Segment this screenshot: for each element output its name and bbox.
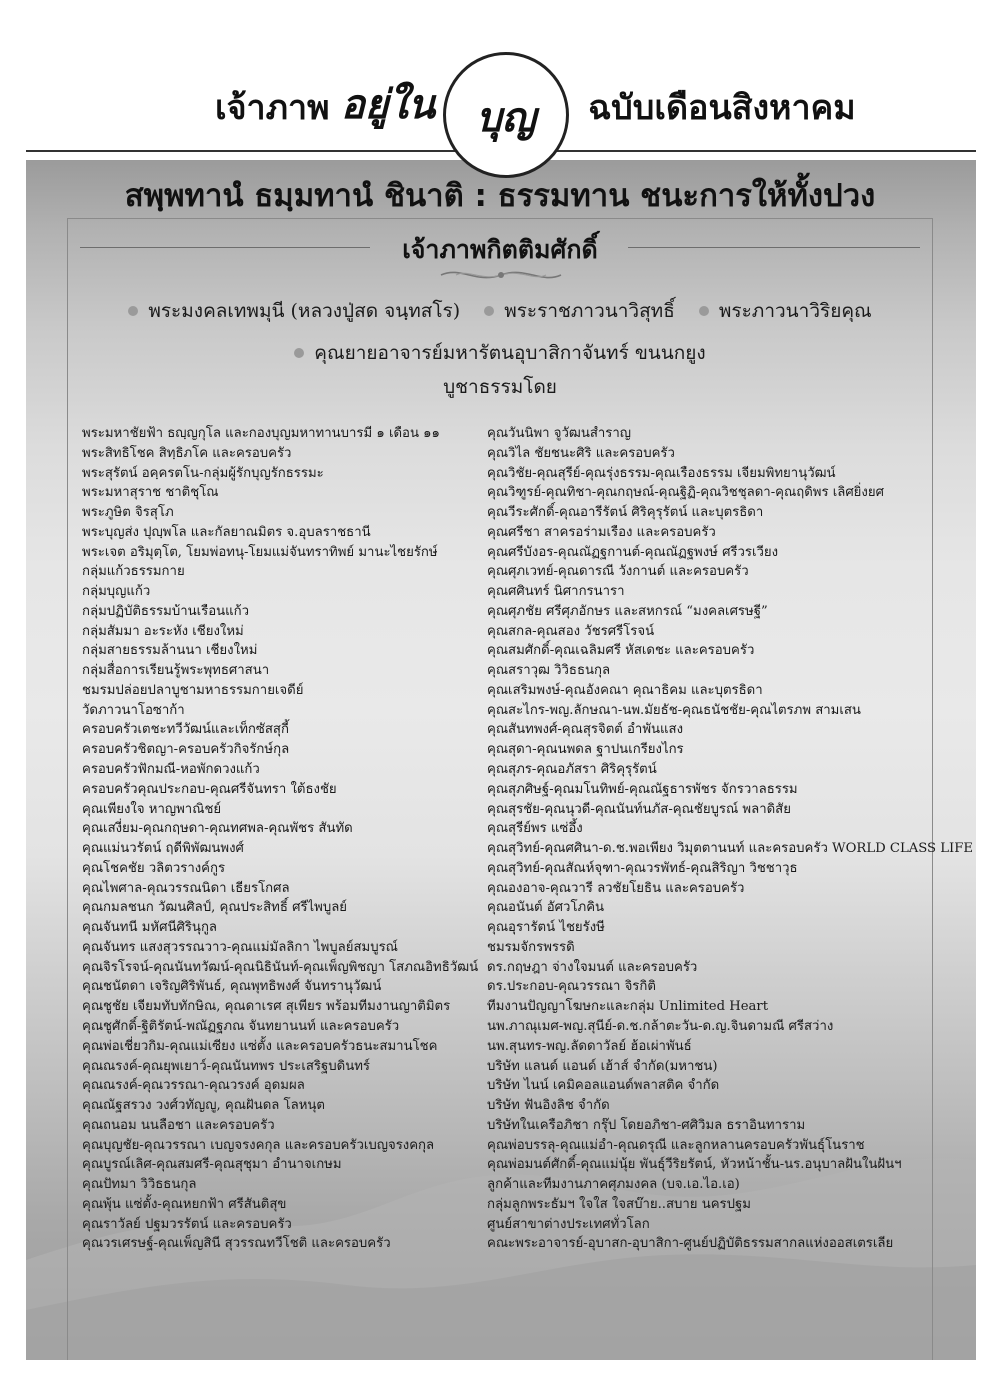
donor-item: คุณโชคชัย วลิตวรางค์กูร (82, 860, 226, 876)
donor-item: กลุ่มบุญแก้ว (82, 584, 151, 600)
donor-item: คุณสุวิทย์-คุณสัณห์จุฑา-คุณวรพัทธ์-คุณสิริญา วิชชาวุธ (487, 860, 798, 876)
donor-item: คุณวิชัย-คุณสุรีย์-คุณรุ่งธรรม-คุณเรืองธรรม เจียมพิทยานุวัฒน์ (487, 465, 836, 481)
bullet-icon (128, 306, 138, 316)
donor-item: พระมหาสุราช ชาติชุโณ (82, 485, 219, 501)
donor-item: ชมรมจักรพรรดิ (487, 939, 575, 955)
donor-item: คุณจันทนี มหัศนีศิรินุกูล (82, 920, 218, 936)
donor-item: ครอบครัวเตชะทวีวัฒน์และเท็กซัสสุกี้ (82, 722, 289, 738)
donor-item: พระมหาชัยฟ้า ธญฺญกุโล และกองบุญมหาทานบารมี ๑ เดือน ๑๑ (82, 426, 440, 441)
honorary-name: พระภาวนาวิริยคุณ (718, 300, 872, 322)
donor-item: คุณสราวุฒ วิวิธธนกุล (487, 663, 611, 679)
donor-item: วัดภาวนาโอซาก้า (82, 702, 185, 718)
donor-item: คุณศุภชัย ศรีศุภอักษร และสหกรณ์ “มงคลเศรษฐี” (487, 603, 768, 619)
honorary-row-1 (0, 296, 1000, 326)
donor-item: คุณเพียงใจ หาญพาณิชย์ (82, 801, 222, 817)
donor-item: คุณณัฐสรวง วงศ์วทัญญู, คุณฝันดล โลหนุต (82, 1098, 325, 1114)
donor-list-left (82, 424, 482, 1254)
donor-item: ครอบครัวคุณประกอบ-คุณศรีจันทรา ใต้ธงชัย (82, 781, 337, 797)
donor-item: บริษัท แลนด์ แอนด์ เฮ้าส์ จำกัด(มหาชน) (487, 1058, 718, 1074)
donor-item: ดร.ประกอบ-คุณวรรณา จิรกิติ (487, 979, 656, 995)
donor-item: คุณชูศักดิ์-ฐิติรัตน์-พณัฏฐภณ จันทยานนท์ และครอบครัว (82, 1018, 400, 1034)
donor-item: พระสิทธิโชค สิทฺธิภโค และครอบครัว (82, 445, 292, 461)
section-title: เจ้าภาพกิตติมศักดิ์ (402, 235, 598, 264)
donor-item: ลูกค้าและทีมงานภาคศุภมงคล (บจ.เอ.ไอ.เอ) (487, 1177, 740, 1193)
donor-item: กลุ่มลูกพระธัมฯ ใจใส ใจสบ๊าย..สบาย นครปฐม (487, 1196, 751, 1212)
donor-item: ทีมงานปัญญาโฆษกะและกลุ่ม Unlimited Heart (487, 999, 769, 1015)
donor-item: ชมรมปล่อยปลาบูชามหาธรรมกายเจดีย์ (82, 682, 304, 698)
donor-item: บริษัทในเครือภิชา กรุ๊ป โดยอภิชา-ศศิวิมล ธราอินทาราม (487, 1117, 806, 1133)
header-suffix: ฉบับเดือนสิงหาคม (588, 88, 856, 128)
donor-item: คุณสุดา-คุณนพดล ฐาปนเกรียงไกร (487, 742, 684, 758)
donor-list-right (487, 424, 973, 1254)
logo-circle-text: บุญ (476, 94, 536, 141)
donor-item: คุณวีระศักดิ์-คุณอารีรัตน์ ศิริคุรุรัตน์ และบุตรธิดา (487, 505, 764, 521)
donor-item: พระบุญส่ง ปุญฺพโล และกัลยาณมิตร จ.อุบลราชธานี (82, 524, 371, 540)
donor-item: พระภูษิต จิรสุโภ (82, 505, 174, 521)
donor-item: คุณราวัลย์ ปฐมวรรัตน์ และครอบครัว (82, 1216, 292, 1232)
donor-item: กลุ่มสัมมา อะระหัง เชียงใหม่ (82, 623, 244, 639)
bullet-icon (484, 306, 494, 316)
donor-item: คุณศุภเวทย์-คุณดารณี วังกานต์ และครอบครัว (487, 564, 749, 580)
donor-item: ดร.กฤษฎา จ่างใจมนต์ และครอบครัว (487, 959, 698, 975)
header-prefix: เจ้าภาพ (215, 88, 330, 128)
donor-item: คุณปัทมา วิวิธธนกุล (82, 1177, 197, 1193)
donor-item: นพ.สุนทร-พญ.ลัดดาวัลย์ ฮ้อเผ่าพันธ์ (487, 1038, 692, 1054)
logo-script (328, 66, 448, 136)
donor-item: คุณจิรโรจน์-คุณนันทวัฒน์-คุณนิธินันท์-คุณเพ็ญพิชญา โสภณอิทธิวัฒน์ (82, 959, 479, 975)
donor-item: กลุ่มปฏิบัติธรรมบ้านเรือนแก้ว (82, 603, 250, 619)
donor-item: คุณบุญชัย-คุณวรรณา เบญจรงคกุล และครอบครัวเบญจรงคกุล (82, 1137, 435, 1153)
donor-item: คุณถนอม นนลือชา และครอบครัว (82, 1117, 275, 1133)
donor-item: คุณพ่อมนต์ศักดิ์-คุณแม่นุ้ย พันธุ์วีริยรัตน์, หัวหน้าชั้น-นร.อนุบาลฝันในฝันฯ (487, 1157, 902, 1173)
donor-item: คุณชูชัย เจียมทับทักษิณ, คุณดาเรศ สุเพียร พร้อมทีมงานญาติมิตร (82, 999, 451, 1015)
donor-item: คุณสกล-คุณสอง วัชรศรีโรจน์ (487, 623, 655, 639)
donor-item: นพ.ภาณุเมศ-พญ.สุนีย์-ด.ช.กล้าตะวัน-ด.ญ.จินดามณี ศรีสว่าง (487, 1018, 834, 1034)
logo-circle-mark (446, 55, 566, 175)
donor-item: คุณวิไล ชัยชนะศิริ และครอบครัว (487, 445, 675, 461)
donor-item: พระเจต อริมุตฺโต, โยมพ่อทนุ-โยมแม่จันทราทิพย์ มานะไชยรักษ์ (82, 544, 438, 560)
donor-item: คุณณรงค์-คุณวรรณา-คุณวรงค์ อุดมผล (82, 1078, 305, 1094)
dedication-label: บูชาธรรมโดย (443, 376, 557, 398)
donor-item: กลุ่มสายธรรมล้านนา เชียงใหม่ (82, 643, 258, 659)
donor-item: คุณศศินทร์ นิศากรนารา (487, 584, 625, 600)
donor-item: คุณชนัตดา เจริญศิริพันธ์, คุณพุทธิพงศ์ จันทรานุวัฒน์ (82, 979, 382, 995)
donor-item: คุณสุภศิษฐ์-คุณมโนทิพย์-คุณณัฐธารพัชร จักรวาลธรรม (487, 781, 798, 797)
donor-item: คุณสันทพงศ์-คุณสุรจิตต์ อำพันแสง (487, 722, 684, 738)
donor-item: คุณองอาจ-คุณวารี ลวชัยโยธิน และครอบครัว (487, 880, 745, 896)
honorary-name: พระมงคลเทพมุนี (หลวงปู่สด จนฺทสโร) (148, 300, 461, 322)
donor-item: คุณสะไกร-พญ.ลักษณา-นพ.มัยธัช-คุณธนัชชัย-คุณไตรภพ สามเสน (487, 702, 861, 718)
donor-item: คุณวิฑูรย์-คุณทิชา-คุณกฤษณ์-คุณฐิฏิ-คุณวิชชุลดา-คุณฤดิพร เลิศยิ่งยศ (487, 485, 884, 501)
donor-item: ศูนย์สาขาต่างประเทศทั่วโลก (487, 1216, 650, 1232)
logo-script-text: อยู่ใน (340, 81, 436, 128)
donor-item: ครอบครัวฟักมณี-หอพักดวงแก้ว (82, 762, 260, 778)
donor-item: คุณพ่อเชี่ยวกิม-คุณแม่เซียง แซ่ตั้ง และครอบครัวธนะสมานโชค (82, 1038, 438, 1054)
donor-item: คุณกมลชนก วัฒนศิลป์, คุณประสิทธิ์ ศรีไพบูลย์ (82, 900, 348, 916)
honorary-row-2 (0, 338, 1000, 368)
logo-circle (443, 52, 569, 178)
donor-item: คุณสุวิทย์-คุณศศินา-ด.ช.พอเพียง วิมุตตานนท์ และครอบครัว WORLD CLASS LIFE (487, 841, 973, 857)
ornament-icon (436, 264, 566, 286)
donor-item: คุณไพศาล-คุณวรรณนิดา เธียรโกศล (82, 880, 290, 896)
donor-item: คุณสุรีย์พร แซ่อึ้ง (487, 821, 583, 837)
donor-item: คุณเสริมพงษ์-คุณอังคณา คุณาธิคม และบุตรธิดา (487, 682, 763, 698)
motto: สพฺพทานํ ธมฺมทานํ ชินาติ : ธรรมทาน ชนะการให้ทั้งปวง (124, 178, 876, 214)
donor-item: กลุ่มแก้วธรรมกาย (82, 564, 185, 580)
donor-item: คุณพ่อบรรลุ-คุณแม่อำ-คุณดรุณี และลูกหลานครอบครัวพันธุ์โนราช (487, 1137, 865, 1153)
donor-item: บริษัท ฟันอิงลิช จำกัด (487, 1098, 610, 1114)
donor-item: ครอบครัวชิตญา-ครอบครัวกิจรักษ์กุล (82, 742, 290, 758)
honorary-name: พระราชภาวนาวิสุทธิ์ (504, 300, 675, 322)
donor-item: คุณจันทร แสงสุวรรณวาว-คุณแม่มัลลิกา ไพบูลย์สมบูรณ์ (82, 939, 398, 955)
donor-item: คุณบูรณ์เลิศ-คุณสมศรี-คุณสุชุมา อำนาจเกษม (82, 1157, 342, 1173)
honorary-name: คุณยายอาจารย์มหารัตนอุบาสิกาจันทร์ ขนนกยูง (314, 342, 706, 364)
bullet-icon (699, 306, 709, 316)
donor-item: คุณเสงี่ยม-คุณกฤษดา-คุณทศพล-คุณพัชร สันทัด (82, 821, 353, 837)
donor-item: คุณพุ้น แซ่ตั้ง-คุณหยกฟ้า ศรีสันติสุข (82, 1196, 287, 1212)
donor-item: คุณศรีชา สาครอร่ามเรือง และครอบครัว (487, 524, 716, 540)
donor-item: คุณวรเศรษฐ์-คุณเพ็ญสินี สุวรรณทวีโชติ และครอบครัว (82, 1236, 391, 1252)
donor-item: คุณวันนิพา จูวัฒนสำราญ (487, 426, 632, 441)
donor-item: คุณสมศักดิ์-คุณเฉลิมศรี หัสเดชะ และครอบครัว (487, 643, 755, 659)
bullet-icon (294, 348, 304, 358)
donor-item: คณะพระอาจารย์-อุบาสก-อุบาสิกา-ศูนย์ปฏิบัติธรรมสากลแห่งออสเตรเลีย (487, 1236, 894, 1252)
donor-item: พระสุรัตน์ อคฺครตโน-กลุ่มผู้รักบุญรักธรรมะ (82, 465, 324, 481)
donor-item: กลุ่มสื่อการเรียนรู้พระพุทธศาสนา (82, 663, 270, 679)
donor-item: คุณอนันต์ อัศวโภคิน (487, 900, 605, 916)
donor-item: คุณศรีบังอร-คุณณัฏฐกานต์-คุณณัฏฐพงษ์ ศรีวรเวียง (487, 544, 779, 560)
donor-item: คุณณรงค์-คุณยุพเยาว์-คุณนันทพร ประเสริฐบดินทร์ (82, 1058, 370, 1074)
donor-item: คุณสุภร-คุณอภัสรา ศิริคุรุรัตน์ (487, 762, 657, 778)
donor-item: คุณแม่นวรัตน์ ฤดีพิพัฒนพงศ์ (82, 841, 244, 857)
donor-item: คุณอุรารัตน์ ไชยรังษี (487, 920, 605, 936)
donor-item: บริษัท ไนน์ เคมิคอลแอนด์พลาสติค จำกัด (487, 1078, 720, 1094)
donor-item: คุณสุรชัย-คุณนุวดี-คุณนันท์นภัส-คุณชัยบูรณ์ พลาดิสัย (487, 801, 791, 817)
